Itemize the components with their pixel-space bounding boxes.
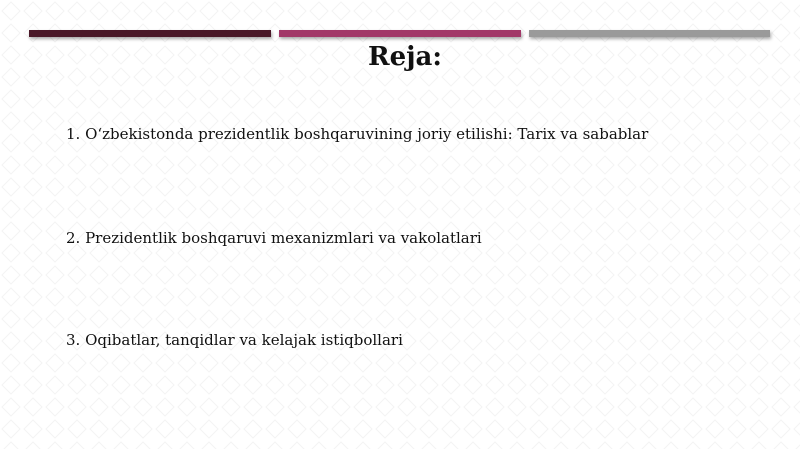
plan-item-3: 3. Oqibatlar, tanqidlar va kelajak istiqbollari <box>66 331 403 349</box>
plan-item-2: 2. Prezidentlik boshqaruvi mexanizmlari va vakolatlari <box>66 229 482 247</box>
slide-title: Reja: <box>367 42 442 72</box>
accent-bar-middle <box>279 30 521 37</box>
plan-item-1: 1. Oʻzbekistonda prezidentlik boshqaruvining joriy etilishi: Tarix va sabablar <box>66 125 649 143</box>
accent-bar-right <box>529 30 770 37</box>
accent-bar-left <box>29 30 271 37</box>
